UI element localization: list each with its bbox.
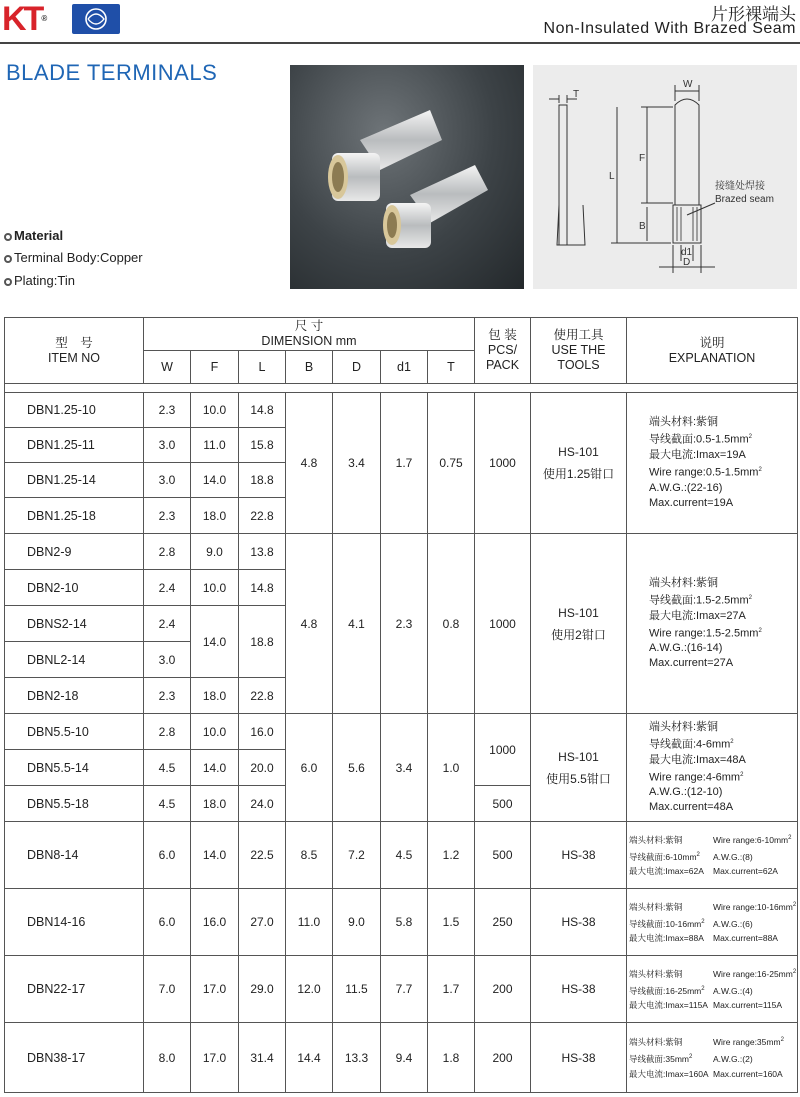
table-row: DBN1.25-11 3.0 11.0 15.8 (5, 428, 798, 463)
table-row: DBN8-14 6.0 14.0 22.5 8.5 7.2 4.5 1.2 500 HS-38 端头材料:紫铜 Wire $range:6-10mm^2$ 导线截面$:6-10mm^2$ A.W.G.:(8) 最大电流:Imax=62A Max.current=62A (5, 822, 798, 889)
bullet-icon (4, 233, 12, 241)
label-f: F (639, 153, 646, 164)
table-row: DBNS2-14 2.4 14.0 18.8 (5, 606, 798, 642)
table-header-row (5, 318, 798, 351)
page-title: BLADE TERMINALS (6, 60, 218, 85)
table-row: DBN5.5-10 2.8 10.0 16.0 6.0 5.6 3.4 1.0 1000 HS-101 使用5.5钳口 端头材料:紫铜 导线截面$:4-6mm^2$ 最大电流:Imax=48A Wire $range:4-6mm^2$ A.W.G.:(12-10) Max.current=48A (5, 714, 798, 750)
explanation-cell: 端头材料:紫铜 Wire $range:35mm^2$ 导线截面$:35mm^2$ A.W.G.:(2) 最大电流:Imax=160A Max.current=160A (627, 1023, 798, 1093)
label-d1: d1 (681, 247, 693, 258)
page-header (0, 0, 800, 44)
brand-logo: KT® (2, 0, 48, 38)
table-row: DBN2-18 2.3 18.0 22.8 (5, 678, 798, 714)
tool-cell: HS-101 使用1.25钳口 (531, 393, 627, 534)
explanation-cell: 端头材料:紫铜 导线截面$:0.5-1.5mm^2$ 最大电流:Imax=19A Wire $range:0.5-1.5mm^2$ A.W.G.:(22-16) Max.current=19A (627, 393, 798, 534)
table-row: DBN5.5-18 4.5 18.0 24.0 500 (5, 786, 798, 822)
label-w: W (683, 79, 693, 90)
table-row: DBN14-16 6.0 16.0 27.0 11.0 9.0 5.8 1.5 250 HS-38 端头材料:紫铜 Wire $range:10-16mm^2$ 导线截面$:10-16mm^2$ A.W.G.:(6) 最大电流:Imax=88A Max.current=88A (5, 889, 798, 956)
col-l: L (239, 351, 286, 384)
explanation-cell: 端头材料:紫铜 导线截面$:4-6mm^2$ 最大电流:Imax=48A Wire $range:4-6mm^2$ A.W.G.:(12-10) Max.current=48A (627, 714, 798, 822)
col-dimension: 尺 寸 DIMENSION mm (144, 318, 475, 351)
col-f: F (191, 351, 239, 384)
bullet-icon (4, 278, 12, 286)
col-d1: d1 (381, 351, 428, 384)
seam-label-en: Brazed seam (715, 194, 774, 205)
label-t: T (573, 89, 580, 100)
col-item: 型 号 ITEM NO (5, 318, 144, 384)
label-l: L (609, 171, 615, 182)
product-photo (290, 65, 524, 289)
label-dd: D (683, 257, 691, 268)
col-tools: 使用工具 USE THE TOOLS (531, 318, 627, 384)
col-explanation: 说明 EXPLANATION (627, 318, 798, 384)
material-plating: Plating:Tin (4, 273, 75, 288)
seam-label-cn: 接缝处焊接 (715, 181, 765, 192)
explanation-cell: 端头材料:紫铜 Wire $range:16-25mm^2$ 导线截面$:16-25mm^2$ A.W.G.:(4) 最大电流:Imax=115A Max.current=115A (627, 956, 798, 1023)
header-title-en: Non-Insulated With Brazed Seam (543, 20, 796, 37)
material-heading: Material (4, 228, 63, 243)
col-pack: 包 装 PCS/ PACK (475, 318, 531, 384)
table-row: DBNL2-14 3.0 (5, 642, 798, 678)
col-d: D (333, 351, 381, 384)
table-row: DBN22-17 7.0 17.0 29.0 12.0 11.5 7.7 1.7 200 HS-38 端头材料:紫铜 Wire $range:16-25mm^2$ 导线截面$:16-25mm^2$ A.W.G.:(4) 最大电流:Imax=115A Max.current=115A (5, 956, 798, 1023)
col-b: B (286, 351, 333, 384)
table-row: DBN1.25-10 2.3 10.0 14.8 4.8 3.4 1.7 0.75 1000 HS-101 使用1.25钳口 端头材料:紫铜 导线截面$:0.5-1.5mm^2$ 最大电流:Imax=19A Wire $range:0.5-1.5mm^2$ A.W.G.:(22-16) Max.current=19A (5, 393, 798, 428)
table-row: DBN38-17 8.0 17.0 31.4 14.4 13.3 9.4 1.8 200 HS-38 端头材料:紫铜 Wire $range:35mm^2$ 导线截面$:35mm^2$ A.W.G.:(2) 最大电流:Imax=160A Max.current=160A (5, 1023, 798, 1093)
header-title-cn: 片形裸端头 (711, 5, 796, 25)
explanation-cell: 端头材料:紫铜 Wire $range:6-10mm^2$ 导线截面$:6-10mm^2$ A.W.G.:(8) 最大电流:Imax=62A Max.current=62A (627, 822, 798, 889)
col-t: T (428, 351, 475, 384)
certification-logo (72, 4, 120, 34)
label-b: B (639, 221, 646, 232)
table-row: DBN1.25-14 3.0 14.0 18.8 (5, 463, 798, 498)
material-body: Terminal Body:Copper (4, 250, 143, 265)
table-spacer (5, 384, 798, 393)
dimension-drawing (533, 65, 797, 289)
tool-cell: HS-101 使用5.5钳口 (531, 714, 627, 822)
bullet-icon (4, 255, 12, 263)
table-row: DBN5.5-14 4.5 14.0 20.0 (5, 750, 798, 786)
col-w: W (144, 351, 191, 384)
header-divider (0, 42, 800, 44)
table-row: DBN2-10 2.4 10.0 14.8 (5, 570, 798, 606)
table-row: DBN2-9 2.8 9.0 13.8 4.8 4.1 2.3 0.8 1000 HS-101 使用2钳口 端头材料:紫铜 导线截面$:1.5-2.5mm^2$ 最大电流:Imax=27A Wire $range:1.5-2.5mm^2$ A.W.G.:(16-14) Max.current=27A (5, 534, 798, 570)
spec-table (4, 317, 798, 1093)
explanation-cell: 端头材料:紫铜 Wire $range:10-16mm^2$ 导线截面$:10-16mm^2$ A.W.G.:(6) 最大电流:Imax=88A Max.current=88A (627, 889, 798, 956)
explanation-cell: 端头材料:紫铜 导线截面$:1.5-2.5mm^2$ 最大电流:Imax=27A Wire $range:1.5-2.5mm^2$ A.W.G.:(16-14) Max.current=27A (627, 534, 798, 714)
tool-cell: HS-101 使用2钳口 (531, 534, 627, 714)
table-row: DBN1.25-18 2.3 18.0 22.8 (5, 498, 798, 534)
